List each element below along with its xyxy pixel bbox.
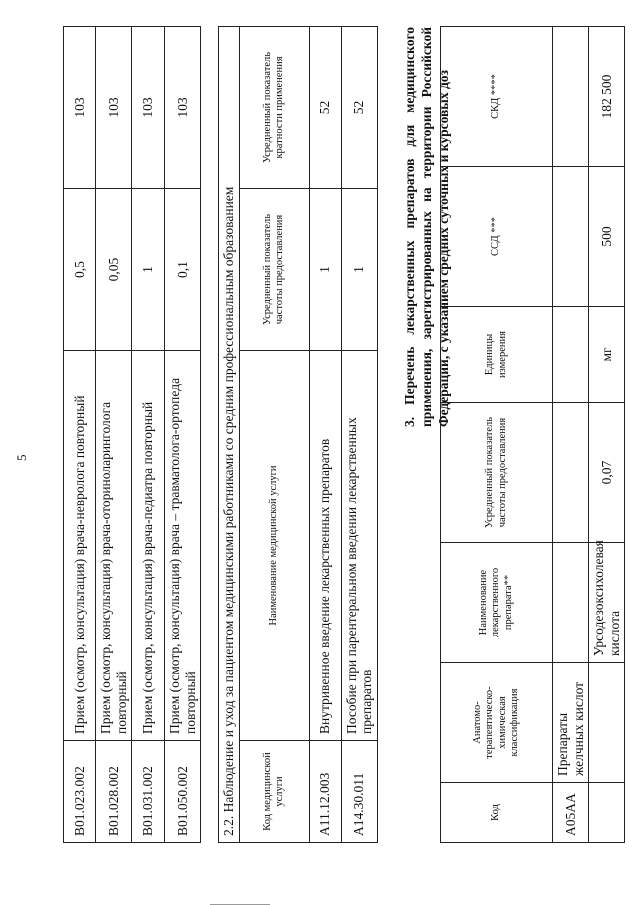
multiplicity-value: 103 <box>96 27 132 189</box>
page-number: 5 <box>14 454 29 461</box>
header-ssd: ССД *** <box>441 167 553 307</box>
service-name: Прием (осмотр, консультация) врача-невролога повторный <box>64 351 96 741</box>
multiplicity-value: 103 <box>64 27 96 189</box>
service-code: A11.12.003 <box>309 741 341 843</box>
section-22-caption: 2.2. Наблюдение и уход за пациентом медицинскими работниками со средним профессиональным образованием <box>219 26 240 842</box>
header-code: Код <box>441 783 553 843</box>
header-unit: Единицы измерения <box>441 307 553 403</box>
frequency-value: 0,05 <box>96 189 132 351</box>
services-table-continued <box>63 26 201 843</box>
header-service-code: Код медицинской услуги <box>239 741 309 843</box>
nursing-care-table <box>218 26 378 843</box>
service-name: Прием (осмотр, консультация) врача-оториноларинголога повторный <box>96 351 132 741</box>
header-drug-name: Наименование лекарственного препарата** <box>441 543 553 663</box>
table-row <box>165 27 201 843</box>
frequency-value: 1 <box>309 189 341 351</box>
section-caption-row <box>219 26 240 842</box>
service-name: Пособие при парентеральном введении лекарственных препаратов <box>341 351 377 741</box>
table-header-row <box>441 27 553 843</box>
table-row <box>309 26 341 842</box>
table-row <box>96 27 132 843</box>
service-code: B01.050.002 <box>165 741 201 843</box>
service-name: Внутривенное введение лекарственных препаратов <box>309 351 341 741</box>
frequency-value: 0,1 <box>165 189 201 351</box>
service-code: B01.023.002 <box>64 741 96 843</box>
service-code: B01.028.002 <box>96 741 132 843</box>
header-atc: Анатомо-терапевтическо-химическая классификация <box>441 663 553 783</box>
multiplicity-value: 52 <box>341 26 377 188</box>
service-code: A14.30.011 <box>341 741 377 843</box>
header-skd: СКД **** <box>441 27 553 167</box>
skd-value: 182 500 <box>589 27 625 167</box>
atc-group-code: A05AA <box>553 783 589 843</box>
table-header-row <box>239 26 309 842</box>
section-3-title: 3. Перечень лекарственных препаратов для медицинского применения, зарегистрированных на территории Российской Федерации, с указанием средних суточных и курсовых доз <box>402 27 451 427</box>
multiplicity-value: 103 <box>165 27 201 189</box>
ssd-value: 500 <box>589 167 625 307</box>
frequency-value: 0,5 <box>64 189 96 351</box>
service-name: Прием (осмотр, консультация) врача – травматолога-ортопеда повторный <box>165 351 201 741</box>
frequency-value: 1 <box>341 189 377 351</box>
header-multiplicity: Усредненный показатель кратности применения <box>239 26 309 188</box>
atc-group-name: Препараты желчных кислот <box>553 663 589 783</box>
service-name: Прием (осмотр, консультация) врача-педиатра повторный <box>132 351 165 741</box>
drug-name: Урсодезоксихолевая кислота <box>589 543 625 663</box>
frequency-value: 1 <box>132 189 165 351</box>
header-service-name: Наименование медицинской услуги <box>239 351 309 741</box>
header-frequency: Усредненный показатель частоты предоставления <box>239 189 309 351</box>
table-row <box>341 26 377 842</box>
multiplicity-value: 103 <box>132 27 165 189</box>
unit-value: мг <box>589 307 625 403</box>
drugs-table <box>440 26 625 843</box>
service-code: B01.031.002 <box>132 741 165 843</box>
frequency-value: 0,07 <box>589 403 625 543</box>
header-frequency: Усредненный показатель частоты предоставления <box>441 403 553 543</box>
table-row <box>589 27 625 843</box>
table-row <box>553 27 589 843</box>
multiplicity-value: 52 <box>309 26 341 188</box>
table-row <box>64 27 96 843</box>
table-row <box>132 27 165 843</box>
